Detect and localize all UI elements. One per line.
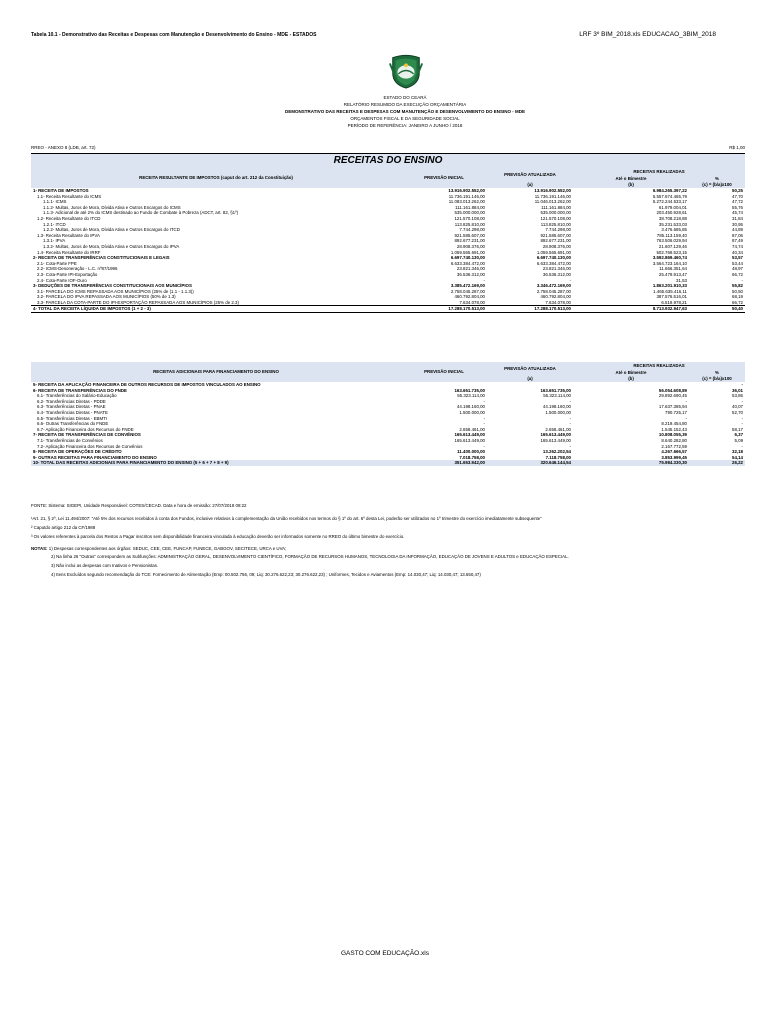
row-realized-value: 35.231.533,03 <box>658 221 687 227</box>
row-label: 1.2.1- ITCD <box>43 221 66 227</box>
row-label: 1.4- Receita Resultante do IRRF <box>37 249 101 255</box>
row-realized-percent: 40,07 <box>732 404 744 410</box>
row-updated-forecast: 7.634.078,00 <box>545 299 571 305</box>
row-initial-forecast: 1.059.565.691,00 <box>450 249 485 255</box>
row-updated-forecast: 11.046.013.262,00 <box>534 199 571 205</box>
row-realized-percent: 40,34 <box>732 249 744 255</box>
row-initial-forecast: 163.651.735,00 <box>454 387 485 393</box>
row-realized-percent: 50,25 <box>732 188 744 193</box>
row-label: 3.1- PARCELA DO ICMS REPASSADA AOS MUNICÍPIOS (25% de (1.1 - 1.1.3)) <box>37 288 194 294</box>
row-realized-percent: 32,18 <box>732 449 744 455</box>
demonstrative-name: DEMONSTRATIVO DAS RECEITAS E DESPESAS COM MANUTENÇÃO E DESENVOLVIMENTO DO ENSINO - MDE <box>285 109 525 114</box>
col-initial-forecast: PREVISÃO INICIAL <box>401 168 487 188</box>
notes-label: NOTAS: <box>31 546 48 551</box>
col-until-bimester-tag: (b) <box>573 182 689 188</box>
row-realized-value: 2.167.772,59 <box>661 443 687 449</box>
col-realized: RECEITAS REALIZADAS <box>573 168 745 176</box>
row-realized-value: - <box>685 415 687 421</box>
row-realized-value: 502.769.523,15 <box>656 249 687 255</box>
row-updated-forecast: 23.821.346,00 <box>542 266 571 272</box>
row-realized-percent: 53,57 <box>732 255 744 261</box>
row-realized-percent: 58,17 <box>732 426 744 432</box>
row-realized-percent: 53,86 <box>732 393 744 399</box>
row-initial-forecast: 7.744.298,00 <box>459 227 485 233</box>
reference-period: PERÍODO DE REFERÊNCIA: JANEIRO A JUNHO / 2018 <box>347 123 463 128</box>
row-realized-percent: 50,50 <box>732 288 744 294</box>
row-realized-percent: 47,72 <box>732 199 744 205</box>
row-realized-value: 56.054.608,89 <box>658 387 687 393</box>
note-2: 2) Na linha 26 "Outras" correspondem as Subfunções: ADMINISTRAÇÃO GERAL, DESENVOLVIMENTO CIENTÍFICO, FORMAÇÃO DE RECURSOS HUMANOS, TECNOLOGIA DA INFORMAÇÃO, EDUCAÇÃO DE JOVENS E ADULTOS e EDUCAÇÃO ESPECIAL. <box>51 554 569 559</box>
budget-scope: ORÇAMENTOS FISCAL E DA SEGURIDADE SOCIAL <box>350 116 460 121</box>
row-initial-forecast: - <box>483 398 485 404</box>
report-header <box>0 94 770 129</box>
row-realized-percent: 50,40 <box>689 306 745 313</box>
table-row <box>31 460 745 466</box>
col-percent: % <box>689 176 745 182</box>
row-updated-forecast: 892.677.231,00 <box>540 238 571 244</box>
row-realized-value: 29.892.690,45 <box>658 393 687 399</box>
col-updated-forecast-tag: (a) <box>487 182 573 188</box>
row-label: 6.3- Transferências Diretas - PNAE <box>37 404 106 410</box>
row-realized-percent: 66,72 <box>732 299 744 305</box>
note-1: 1) Despesas correspondentes aos órgãos: SEDUC, CEE, CEE, FUNCAP, FUNECE, GABGOV, SECITECE, URCA e UVA; <box>48 546 287 551</box>
row-label: 6.6- Outras Transferências do FNDE <box>37 421 109 427</box>
row-realized-value: 5.272.244.533,17 <box>652 199 687 205</box>
row-realized-percent: - <box>741 277 744 283</box>
row-label: 1.2- Receita Resultante do ITCD <box>37 215 101 221</box>
row-realized-value: 8.713.932.947,63 <box>573 306 689 313</box>
row-initial-forecast: 460.792.804,00 <box>454 294 485 300</box>
row-initial-forecast: 121.570.108,00 <box>454 215 485 221</box>
row-label: 2- RECEITA DE TRANSFERÊNCIAS CONSTITUCIONAIS E LEGAIS <box>33 255 170 261</box>
col-until-bimester-tag: (b) <box>573 376 689 382</box>
row-label: 3.2- PARCELA DO IPVA REPASSADA AOS MUNICÍPIOS (50% de 1.3) <box>37 294 176 300</box>
row-initial-forecast: 6.697.740.130,00 <box>450 255 485 261</box>
row-updated-forecast: 2.758.045.287,00 <box>536 288 571 294</box>
col-updated-forecast-tag: (a) <box>487 376 573 382</box>
row-realized-percent: - <box>741 415 744 421</box>
col-percent-formula: (c) = (b/a)x100 <box>689 182 745 188</box>
row-realized-percent: 26,22 <box>689 460 745 466</box>
row-updated-forecast: 6.697.740.130,00 <box>536 255 571 261</box>
row-realized-value: 3.476.685,85 <box>661 227 687 233</box>
row-label: 3- DEDUÇÕES DE TRANSFERÊNCIAS CONSTITUCIONAIS AOS MUNICÍPIOS <box>33 283 192 289</box>
col-updated-forecast: PREVISÃO ATUALIZADA <box>487 362 573 376</box>
row-realized-value: 3.853.999,45 <box>661 454 687 460</box>
row-label: 6.2- Transferências Diretas - PDDE <box>37 398 106 404</box>
annex-meta <box>31 145 745 150</box>
row-label: 1.1.1- ICMS <box>43 199 67 205</box>
source-note: FONTE: Sistema: SIGEPI, Unidade Responsável: COTES/CECAD. Data e hora de emissão: 27/07/2018 08:22 <box>31 503 247 508</box>
row-updated-forecast: 320.646.144,54 <box>487 460 573 466</box>
col-realized: RECEITAS REALIZADAS <box>573 362 745 370</box>
row-label: 1- RECEITA DE IMPOSTOS <box>33 188 89 193</box>
row-realized-value: 5.557.674.465,79 <box>652 193 687 199</box>
footnote-3: ³ Os valores referentes à parcela dos Restos a Pagar inscritos sem disponibilidade financeira vinculada à educação deverão ser informados somente no RREO do último bimestre do exercício. <box>31 534 405 539</box>
tax-revenue-table <box>31 168 745 313</box>
row-label: 1.1.3- Adicional de até 2% do ICMS destinado ao Fundo de Combate à Pobreza (ADCT, art. 82, §1º) <box>43 210 239 216</box>
row-label: 6- RECEITA DE TRANSFERÊNCIAS DO FNDE <box>33 387 127 393</box>
row-realized-percent: - <box>741 398 744 404</box>
section-title: RECEITAS DO ENSINO <box>31 153 745 169</box>
row-initial-forecast: 36.536.312,00 <box>456 271 485 277</box>
row-updated-forecast: 7.744.298,00 <box>545 227 571 233</box>
row-initial-forecast: - <box>483 443 485 449</box>
row-realized-percent: 30,95 <box>732 221 744 227</box>
row-updated-forecast: - <box>569 443 571 449</box>
row-updated-forecast: - <box>569 421 571 427</box>
row-label: 1.3.2- Multas, Juros de Mora, Dívida Ativa e Outros Encargos do IPVA <box>43 243 180 249</box>
row-label: 1.1.2- Multas, Juros de Mora, Dívida Ativa e Outros Encargos do ICMS <box>43 204 181 210</box>
row-initial-forecast: 7.018.758,00 <box>459 454 485 460</box>
row-label: 8- RECEITA DE OPERAÇÕES DE CRÉDITO <box>33 449 122 455</box>
row-label: 2.2- ICMS-Desoneração - L.C. nº87/1996 <box>37 266 118 272</box>
row-label: 1.1- Receita Resultante do ICMS <box>37 193 102 199</box>
row-label: 6.4- Transferências Diretas - PNATE <box>37 409 108 415</box>
note-4: 4) Itens Excluídos segundo recomendação do TCE: Fornecimento de Alimentação (Emp: 00.502.756, 09; Liq: 30.276.622,23; 30.276.622,23) ; Uniformes, Tecidos e Aviamentos (Emp: 14.030,47; Liq: 14.030,47; 13.650,47) <box>51 572 481 577</box>
row-realized-percent: 66,72 <box>732 271 744 277</box>
row-initial-forecast: 165.613.449,00 <box>454 437 485 443</box>
report-name: RELATÓRIO RESUMIDO DA EXECUÇÃO ORÇAMENTÁRIA <box>343 102 467 107</box>
row-label: 7- RECEITA DE TRANSFERÊNCIAS DE CONVÊNIOS <box>33 432 141 438</box>
row-realized-percent: 44,89 <box>732 227 744 233</box>
row-updated-forecast: 28.908.376,00 <box>542 243 571 249</box>
row-label: 7.2- Aplicação Financeira dos Recursos de Convênios <box>37 443 143 449</box>
row-initial-forecast: - <box>483 421 485 427</box>
file-sheet-name: LRF 3º BIM_2018.xls EDUCACAO_3BIM_2018 <box>579 31 716 38</box>
row-realized-percent: 87,49 <box>732 238 744 244</box>
row-updated-forecast: 2.658.461,00 <box>545 426 571 432</box>
row-realized-value: 3.592.869.460,74 <box>652 255 687 261</box>
row-initial-forecast: 11.736.191.146,00 <box>448 193 485 199</box>
row-label: 10- TOTAL DAS RECEITAS ADICIONAIS PARA FINANCIAMENTO DO ENSINO (5 + 6 + 7 + 8 + 9) <box>31 460 401 466</box>
row-label: 1.2.2- Multas, Juros de Mora, Dívida Ativa e Outros Encargos do ITCD <box>43 227 180 233</box>
row-realized-value: 31,53 <box>676 277 687 283</box>
row-realized-value: 1.545.152,43 <box>661 426 687 432</box>
row-label: 9- OUTRAS RECEITAS PARA FINANCIAMENTO DO ENSINO <box>33 454 157 460</box>
row-realized-percent: 48,97 <box>732 266 744 272</box>
row-initial-forecast: 6.633.384.472,00 <box>450 260 485 266</box>
row-initial-forecast: 3.385.472.169,00 <box>450 283 485 289</box>
row-initial-forecast: 165.613.449,00 <box>454 432 485 438</box>
row-initial-forecast: 23.821.346,00 <box>456 266 485 272</box>
row-label: 6.1- Transferências do Salário-Educação <box>37 393 117 399</box>
row-updated-forecast: 44.198.160,00 <box>542 404 571 410</box>
file-name-footer: GASTO COM EDUCAÇÃO.xls <box>340 950 429 957</box>
ceara-coat-of-arms-icon <box>387 52 425 90</box>
row-realized-percent: 36,01 <box>732 387 744 393</box>
table-row <box>31 306 745 313</box>
row-initial-forecast: 111.161.884,00 <box>455 204 485 210</box>
annex-label: RREO - ANEXO 8 (LDB, art. 72) <box>31 145 96 150</box>
row-updated-forecast: - <box>569 415 571 421</box>
row-initial-forecast: 11.083.013.262,00 <box>448 199 485 205</box>
col-additional-label: RECEITAS ADICIONAIS PARA FINANCIAMENTO DO ENSINO <box>31 362 401 382</box>
row-realized-value: 790.725,17 <box>665 409 687 415</box>
row-label: 7.1- Transferências de Convênios <box>37 437 103 443</box>
row-updated-forecast: 535.000.000,00 <box>540 210 571 216</box>
row-realized-value: 38.708.218,88 <box>658 215 687 221</box>
row-updated-forecast: 55.323.114,00 <box>543 393 571 399</box>
row-updated-forecast: 6.633.384.472,00 <box>536 260 571 266</box>
row-initial-forecast: 55.323.114,00 <box>457 393 485 399</box>
row-realized-value: 785.113.159,40 <box>656 232 687 238</box>
row-realized-value: 6.984.265.397,22 <box>652 188 687 193</box>
row-updated-forecast: 11.736.191.146,00 <box>534 193 571 199</box>
row-realized-value: 1.863.201.910,33 <box>652 283 687 289</box>
row-label: 3.3- PARCELA DA COTA-PARTE DO IPI-EXPORTAÇÃO REPASSADA AOS MUNICÍPIOS (25% de 2.3) <box>37 299 239 305</box>
row-initial-forecast: 921.585.607,00 <box>454 232 485 238</box>
row-realized-value: 763.506.029,94 <box>656 238 687 244</box>
row-initial-forecast: 2.758.045.287,00 <box>450 288 485 294</box>
row-realized-value: 25.479.913,47 <box>658 271 687 277</box>
row-realized-value: 21.607.129,46 <box>658 243 687 249</box>
row-realized-percent: 74,74 <box>732 243 744 249</box>
row-updated-forecast: 17.288.170.513,00 <box>487 306 573 313</box>
row-label: 5- RECEITA DA APLICAÇÃO FINANCEIRA DE OUTROS RECURSOS DE IMPOSTOS VINCULADOS AO ENSINO <box>33 382 261 387</box>
row-label: 1.3- Receita Resultante do IPVA <box>37 232 100 238</box>
row-updated-forecast: 111.161.884,00 <box>541 204 571 210</box>
row-initial-forecast: 1.500.000,00 <box>459 409 485 415</box>
row-realized-percent: 6,37 <box>734 432 744 438</box>
row-realized-value: 8.219.454,80 <box>661 421 687 427</box>
row-realized-percent: 5,09 <box>734 437 744 443</box>
row-updated-forecast: - <box>569 277 571 283</box>
col-until-bimester: Até o Bimestre <box>573 176 689 182</box>
row-updated-forecast: 13.262.202,54 <box>542 449 571 455</box>
row-realized-value: 17.637.385,94 <box>658 404 687 410</box>
row-realized-percent: 45,74 <box>732 210 744 216</box>
row-realized-percent: 55,82 <box>732 283 744 289</box>
row-initial-forecast: 892.677.231,00 <box>454 238 485 244</box>
row-realized-value: - <box>685 398 687 404</box>
row-realized-percent: - <box>741 421 744 427</box>
row-realized-value: 10.808.055,39 <box>658 432 687 438</box>
row-label: 2.1- Cota-Parte FPE <box>37 260 77 266</box>
row-realized-percent: 47,70 <box>732 193 744 199</box>
row-initial-forecast: 28.908.376,00 <box>456 243 485 249</box>
row-realized-value: 75.984.330,30 <box>573 460 689 466</box>
row-updated-forecast: 1.500.000,00 <box>545 409 571 415</box>
row-initial-forecast: 13.916.902.552,00 <box>448 188 485 193</box>
row-updated-forecast: 1.059.565.691,00 <box>536 249 571 255</box>
row-initial-forecast: 11.400.000,00 <box>457 449 485 455</box>
row-label: 6.7- Aplicação Financeira dos Recursos do FNDE <box>37 426 134 432</box>
row-initial-forecast: 2.658.461,00 <box>459 426 485 432</box>
report-table-title: Tabela 10.1 - Demonstrativo das Receitas e Despesas com Manutenção e Desenvolvimento do Ensino - MDE - ESTADOS <box>31 32 317 38</box>
additional-revenue-table <box>31 362 745 466</box>
note-3: 3) Não inclui as despesas com Inativos e Pensionistas. <box>51 563 159 568</box>
row-realized-value: 1.465.635.416,11 <box>653 288 687 294</box>
row-realized-percent: 68,19 <box>732 294 744 300</box>
row-realized-value: 4.267.666,57 <box>661 449 687 455</box>
row-realized-value: 11.666.351,64 <box>659 266 687 272</box>
row-initial-forecast: 7.634.078,00 <box>459 299 485 305</box>
row-updated-forecast: 165.613.449,00 <box>540 437 571 443</box>
row-updated-forecast: 7.118.758,00 <box>545 454 571 460</box>
row-updated-forecast: 113.825.810,00 <box>540 221 571 227</box>
row-realized-value: 6.519.978,21 <box>661 299 687 305</box>
col-initial-forecast: PREVISÃO INICIAL <box>401 362 487 382</box>
row-realized-value: 203.450.928,61 <box>656 210 687 216</box>
row-updated-forecast: 13.916.902.552,00 <box>534 188 571 193</box>
row-updated-forecast: 460.792.804,00 <box>540 294 571 300</box>
row-initial-forecast: 17.288.170.513,00 <box>401 306 487 313</box>
notes-block <box>31 546 745 552</box>
col-updated-forecast: PREVISÃO ATUALIZADA <box>487 168 573 182</box>
footnote-2: ² Caputdo artigo 212 da CF/1988 <box>31 525 96 530</box>
row-initial-forecast: 351.653.942,00 <box>401 460 487 466</box>
row-realized-value: 8.640.282,80 <box>661 437 687 443</box>
row-initial-forecast: - <box>483 415 485 421</box>
footnote-1: ¹Art. 21, § 2º, Lei 11.494/2007: "Até 5% dos recursos recebidos à conta dos Fundos, inclusive relativos à complementação da União recebidos nos termos do § 1º do art. 6º desta Lei, poderão ser utilizados no 1º trimestre do exercício imediatamente subsequente" <box>31 516 542 521</box>
row-realized-percent: 53,44 <box>732 260 744 266</box>
row-realized-value: 3.564.723.164,10 <box>652 260 687 266</box>
row-updated-forecast: 3.346.472.169,00 <box>536 283 571 289</box>
row-label: 4- TOTAL DA RECEITA LÍQUIDA DE IMPOSTOS (1 + 2 - 3) <box>31 306 401 313</box>
currency-unit: R$ 1,00 <box>729 145 745 150</box>
col-revenue-label: RECEITA RESULTANTE DE IMPOSTOS (caput do art. 212 da Constituição) <box>31 168 401 188</box>
row-realized-percent: 52,70 <box>732 409 744 415</box>
row-realized-percent: - <box>741 443 744 449</box>
row-realized-percent: 54,14 <box>732 454 744 460</box>
row-realized-percent: - <box>741 382 744 387</box>
row-updated-forecast: 165.613.449,00 <box>540 432 571 438</box>
row-initial-forecast: 535.000.000,00 <box>454 210 485 216</box>
row-updated-forecast: 163.651.735,00 <box>540 387 571 393</box>
row-initial-forecast: 44.198.160,00 <box>456 404 485 410</box>
state-name: ESTADO DO CEARÁ <box>383 95 427 100</box>
row-label: 2.3- Cota-Parte IPI-Exportação <box>37 271 98 277</box>
row-initial-forecast: - <box>483 277 485 283</box>
row-realized-percent: 55,76 <box>732 204 744 210</box>
row-realized-percent: 87,06 <box>732 232 744 238</box>
row-label: 1.3.1- IPVA <box>43 238 66 244</box>
row-updated-forecast: 121.570.108,00 <box>540 215 571 221</box>
row-updated-forecast: 921.585.607,00 <box>540 232 571 238</box>
col-percent: % <box>689 370 745 376</box>
row-updated-forecast: - <box>569 398 571 404</box>
row-label: 6.5- Transferências Diretas - EBMTI <box>37 415 108 421</box>
row-label: 2.4- Cota-Parte IOF-Ouro <box>37 277 87 283</box>
row-updated-forecast: 36.536.312,00 <box>542 271 571 277</box>
row-realized-value: 387.576.516,01 <box>656 294 687 300</box>
row-initial-forecast: 113.825.810,00 <box>454 221 485 227</box>
col-percent-formula: (c) = (b/a)x100 <box>689 376 745 382</box>
row-realized-value: 61.979.004,01 <box>658 204 687 210</box>
row-realized-percent: 31,84 <box>732 215 744 221</box>
col-until-bimester: Até o Bimestre <box>573 370 689 376</box>
